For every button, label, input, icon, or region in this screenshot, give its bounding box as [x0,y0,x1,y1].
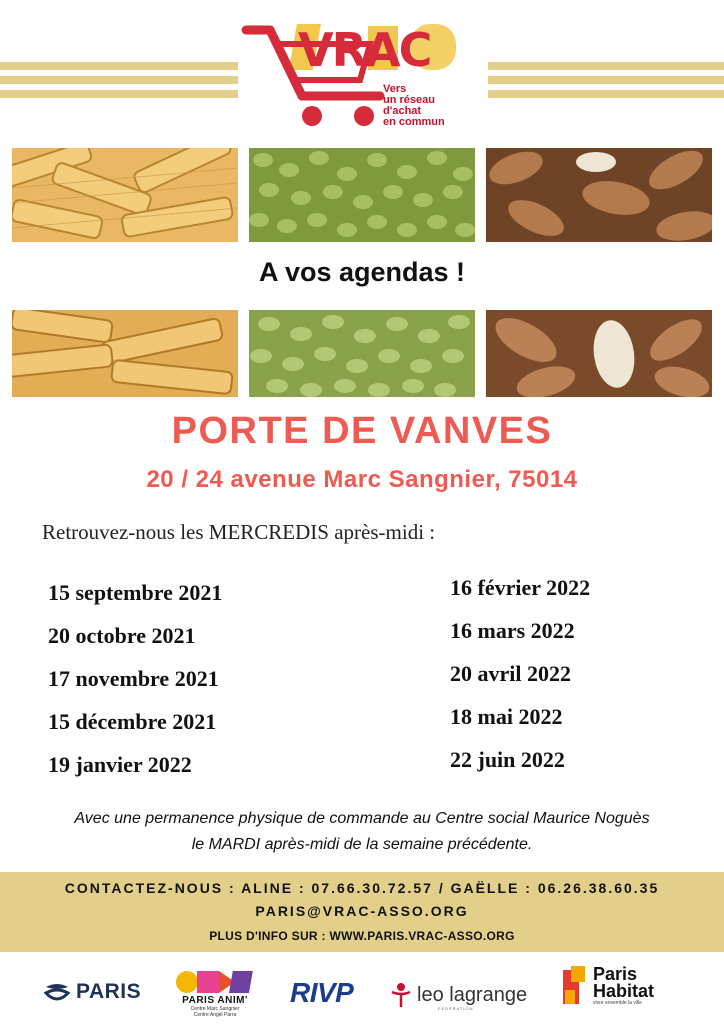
header-stripes-right [488,62,724,92]
date-item: 20 avril 2022 [450,661,571,686]
intro-text: Retrouvez-nous les MERCREDIS après-midi : [42,520,436,544]
address: 20 / 24 avenue Marc Sangnier, 75014 [146,466,578,493]
partner-paris-habitat-logo: Paris Habitat vivre ensemble la ville [563,966,654,1007]
logo-word: VRAC [298,23,431,77]
photo-almonds-2 [486,310,712,404]
paris-habitat-blocks-icon [563,966,587,1006]
partner-rivp-logo: RIVP [290,977,354,1008]
headline: A vos agendas ! [258,257,466,287]
paris-anim-shapes-icon [170,970,260,994]
location-title: PORTE DE VANVES [171,410,553,452]
contact-phones: CONTACTEZ-NOUS : ALINE : 07.66.30.72.57 / GAËLLE : 06.26.38.60.35 [64,880,660,896]
date-item: 15 septembre 2021 [48,580,223,605]
paris-ship-icon [44,981,70,1003]
photo-penne-pasta-2 [12,310,238,404]
date-item: 18 mai 2022 [450,704,563,729]
date-item: 20 octobre 2021 [48,623,196,648]
photo-penne-pasta [12,148,238,242]
logo-tagline: Vers un réseau d'achat en commun [383,83,445,128]
partner-paris-logo: PARIS [44,980,141,1004]
date-item: 16 février 2022 [450,575,591,600]
date-item: 22 juin 2022 [450,747,565,772]
date-item: 15 décembre 2021 [48,709,217,734]
partner-leo-lagrange-logo: leo lagrange FEDERATION [390,982,527,1008]
contact-email[interactable]: PARIS@VRAC-ASSO.ORG [255,903,469,919]
photo-split-peas-2 [249,310,475,404]
photo-split-peas [249,148,475,242]
date-item: 16 mars 2022 [450,618,575,643]
dates-list-left [48,578,222,793]
header-stripes-left [0,62,238,92]
date-item: 17 novembre 2021 [48,666,219,691]
date-item: 19 janvier 2022 [48,752,192,777]
photo-almonds [486,148,712,242]
contact-website[interactable]: PLUS D'INFO SUR : WWW.PARIS.VRAC-ASSO.ORG [209,929,515,943]
dates-list-right [450,573,590,788]
permanence-note: Avec une permanence physique de commande au Centre social Maurice Noguès le MARDI après-midi de la semaine précédente. [74,810,650,853]
partner-paris-anim-logo: PARIS ANIM' Centre Marc Sangnier Centre Angel Parra [170,970,260,1018]
leo-lagrange-figure-icon [390,982,412,1008]
